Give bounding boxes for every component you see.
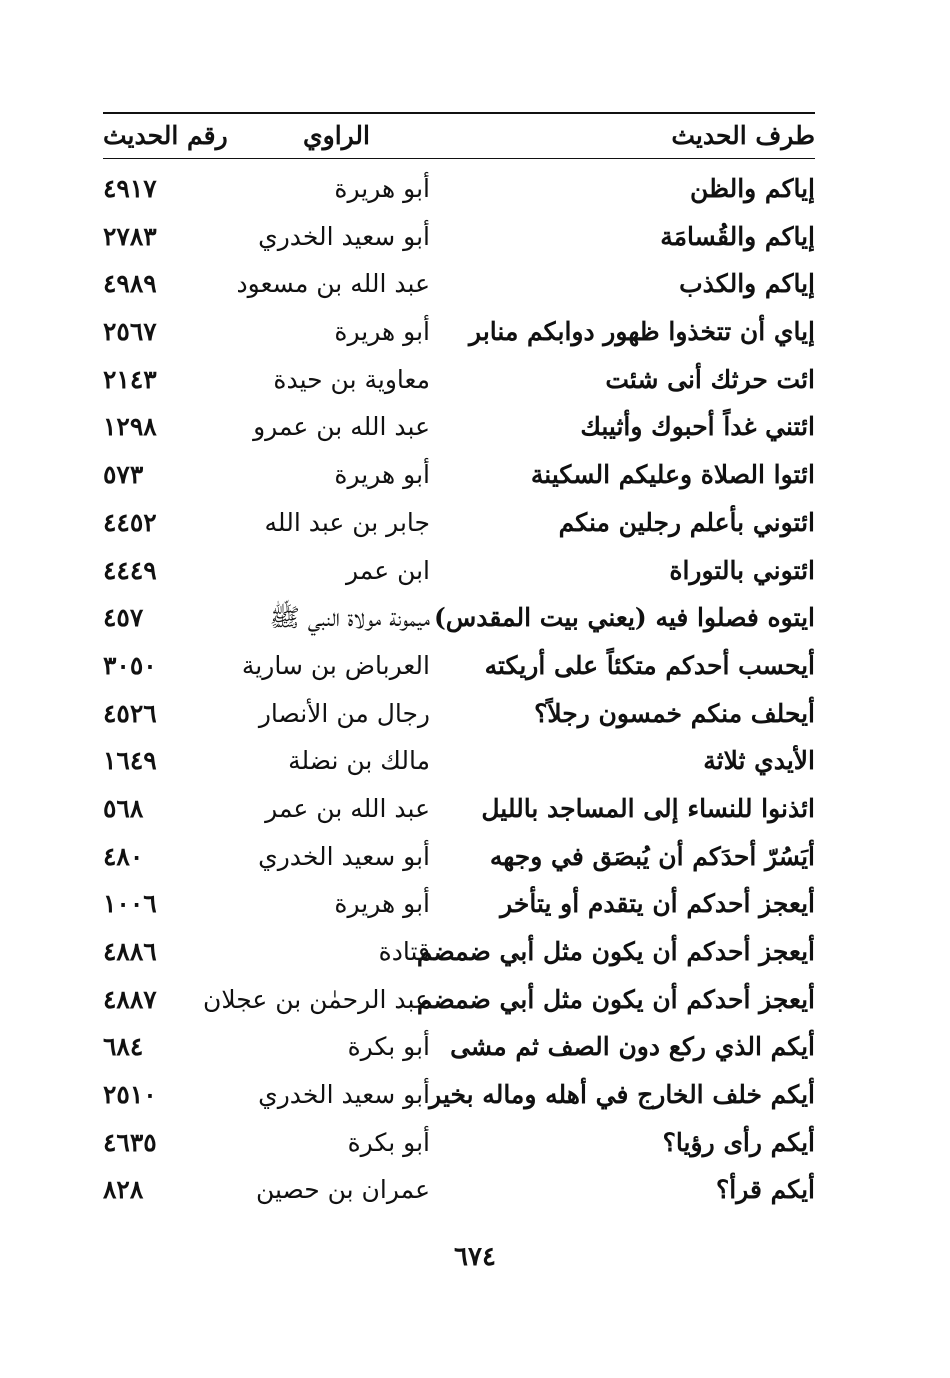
hadith-phrase: أيَسُرّ أحدَكم أن يُبصَق في وجهه	[489, 841, 815, 871]
table-row	[103, 168, 815, 216]
narrator: عبد الله بن مسعود	[236, 269, 430, 299]
narrator: رجال من الأنصار	[258, 698, 430, 728]
table-row	[103, 216, 815, 264]
table-row	[103, 1074, 815, 1122]
hadith-phrase: أيعجز أحدكم أن يكون مثل أبي ضمضم	[416, 937, 815, 966]
table-row	[103, 263, 815, 311]
table-row	[103, 883, 815, 931]
table-row	[103, 931, 815, 979]
hadith-index-table	[103, 168, 815, 1217]
hadith-number: ١٦٤٩	[103, 746, 157, 776]
hadith-phrase: ائتوني بالتوراة	[669, 555, 815, 585]
narrator: أبو سعيد الخدري	[258, 841, 430, 871]
hadith-phrase: أيحسب أحدكم متكئاً على أريكته	[484, 650, 815, 680]
hadith-phrase: أيكم الذي ركع دون الصف ثم مشى	[450, 1032, 815, 1062]
table-row	[103, 788, 815, 836]
table-row	[103, 311, 815, 359]
hadith-phrase: إياكم والظن	[690, 174, 815, 203]
hadith-number: ١٠٠٦	[103, 889, 157, 919]
hadith-number: ٤٩١٧	[103, 174, 157, 203]
hadith-phrase: إياكم والقُسامَة	[660, 221, 815, 251]
hadith-phrase: ائتني غداً أحبوك وأثيبك	[580, 412, 815, 442]
hadith-number: ٤٦٣٥	[103, 1127, 157, 1157]
hadith-number: ٤٥٧	[103, 603, 144, 633]
table-row	[103, 1169, 815, 1217]
hadith-number: ٣٠٥٠	[103, 650, 157, 680]
hadith-phrase: أيحلف منكم خمسون رجلاً؟	[534, 698, 815, 728]
hadith-phrase: أيكم قرأ؟	[715, 1175, 815, 1205]
hadith-phrase: ائت حرثك أنى شئت	[605, 364, 815, 394]
hadith-number: ٤٨٨٦	[103, 937, 157, 966]
narrator: أبو سعيد الخدري	[258, 1080, 430, 1110]
narrator: العرباض بن سارية	[241, 650, 430, 680]
hadith-phrase: أيكم رأى رؤيا؟	[662, 1127, 815, 1157]
narrator: أبو بكرة	[347, 1032, 430, 1062]
header-phrase: طرف الحديث	[671, 121, 815, 150]
hadith-phrase: ائذنوا للنساء إلى المساجد بالليل	[481, 793, 815, 823]
hadith-number: ٢٥١٠	[103, 1080, 157, 1110]
narrator: أبو بكرة	[347, 1127, 430, 1157]
header-rule	[103, 158, 815, 159]
table-row	[103, 550, 815, 598]
narrator: قتادة	[378, 937, 430, 966]
header-number: رقم الحديث	[103, 121, 228, 150]
hadith-number: ٤٤٤٩	[103, 555, 157, 585]
hadith-phrase: الأيدي ثلاثة	[703, 746, 815, 776]
narrator: أبو هريرة	[334, 889, 430, 919]
table-row	[103, 979, 815, 1027]
hadith-number: ٤٩٨٩	[103, 269, 157, 299]
narrator: عبد الله بن عمر	[265, 793, 430, 823]
hadith-phrase: ايتوه فصلوا فيه (يعني بيت المقدس)	[433, 603, 815, 633]
header-narrator: الراوي	[303, 121, 370, 150]
hadith-phrase: أيكم خلف الخارج في أهله وماله بخير	[429, 1080, 815, 1110]
table-row	[103, 597, 815, 645]
hadith-number: ٦٨٤	[103, 1032, 144, 1062]
hadith-phrase: إياي أن تتخذوا ظهور دوابكم منابر	[469, 317, 815, 347]
narrator: مالك بن نضلة	[288, 746, 430, 776]
narrator: جابر بن عبد الله	[264, 507, 430, 537]
narrator: أبو هريرة	[334, 174, 430, 203]
narrator: أبو هريرة	[334, 317, 430, 347]
hadith-number: ٤٤٥٢	[103, 507, 157, 537]
narrator: أبو هريرة	[334, 460, 430, 490]
narrator: عمران بن حصين	[255, 1175, 430, 1205]
table-row	[103, 836, 815, 884]
table-row	[103, 502, 815, 550]
table-row	[103, 406, 815, 454]
page-number: ٦٧٤	[454, 1242, 496, 1272]
hadith-number: ٥٦٨	[103, 793, 144, 823]
table-row	[103, 1122, 815, 1170]
hadith-phrase: ائتوني بأعلم رجلين منكم	[558, 507, 815, 537]
hadith-number: ٢٥٦٧	[103, 317, 157, 347]
narrator: أبو سعيد الخدري	[258, 221, 430, 251]
narrator: عبد الله بن عمرو	[253, 412, 430, 442]
hadith-phrase: إياكم والكذب	[679, 269, 815, 299]
hadith-number: ٨٢٨	[103, 1175, 144, 1205]
narrator: ميمونة مولاة النبي ﷺ	[269, 603, 430, 633]
hadith-number: ٢١٤٣	[103, 364, 157, 394]
table-row	[103, 693, 815, 741]
hadith-number: ٤٨٨٧	[103, 984, 157, 1014]
table-row	[103, 740, 815, 788]
hadith-phrase: أيعجز أحدكم أن يتقدم أو يتأخر	[500, 889, 815, 919]
hadith-phrase: ائتوا الصلاة وعليكم السكينة	[530, 460, 815, 490]
table-row	[103, 645, 815, 693]
narrator: عبد الرحمٰن بن عجلان	[202, 984, 430, 1014]
hadith-number: ١٢٩٨	[103, 412, 157, 442]
hadith-number: ٤٥٢٦	[103, 698, 157, 728]
table-row	[103, 454, 815, 502]
hadith-phrase: أيعجز أحدكم أن يكون مثل أبي ضمضم	[416, 984, 815, 1014]
table-header	[103, 114, 815, 158]
hadith-number: ٥٧٣	[103, 460, 144, 490]
table-row	[103, 359, 815, 407]
narrator: معاوية بن حيدة	[273, 364, 430, 394]
hadith-number: ٤٨٠	[103, 841, 144, 871]
narrator: ابن عمر	[345, 555, 430, 585]
hadith-number: ٢٧٨٣	[103, 221, 157, 251]
table-row	[103, 1026, 815, 1074]
